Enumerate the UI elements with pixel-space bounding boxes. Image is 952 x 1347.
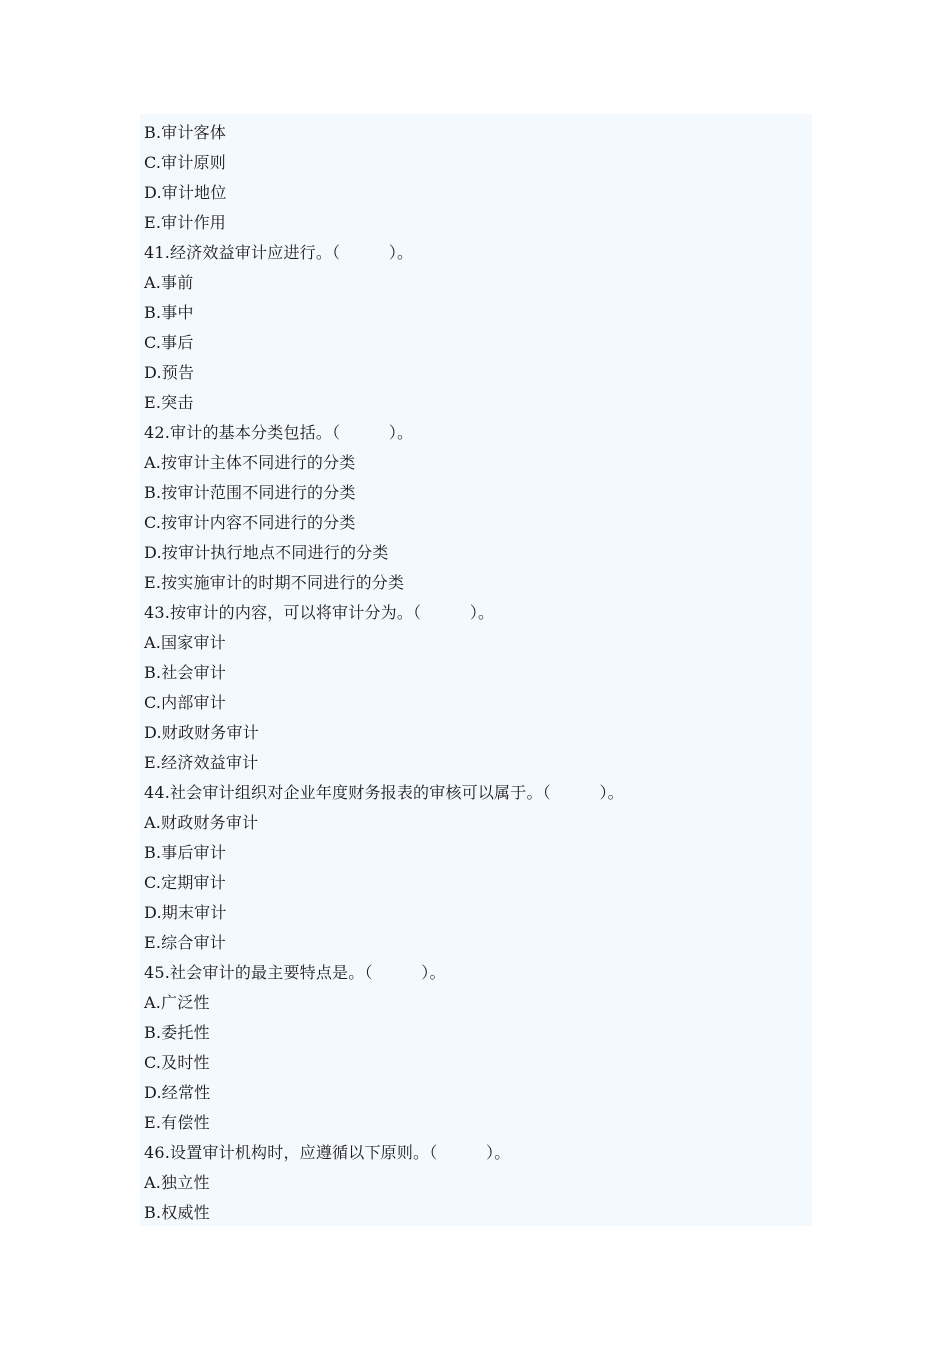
question-list [144, 118, 624, 1228]
option-line: E.突击 [144, 393, 194, 412]
option-line: A.国家审计 [144, 633, 226, 652]
option-line: E.经济效益审计 [144, 753, 259, 772]
option-line: C.审计原则 [144, 153, 226, 172]
option-line: C.内部审计 [144, 693, 226, 712]
option-line: A.财政财务审计 [144, 813, 259, 832]
option-line: B.权威性 [144, 1203, 210, 1222]
question-line: 44.社会审计组织对企业年度财务报表的审核可以属于。（ ）。 [144, 783, 624, 802]
option-line: B.审计客体 [144, 123, 227, 142]
option-line: C.定期审计 [144, 873, 226, 892]
question-line: 43.按审计的内容，可以将审计分为。（ ）。 [144, 603, 495, 622]
option-line: E.审计作用 [144, 213, 226, 232]
option-line: B.社会审计 [144, 663, 227, 682]
option-line: D.财政财务审计 [144, 723, 259, 742]
option-line: B.委托性 [144, 1023, 210, 1042]
question-line: 45.社会审计的最主要特点是。（ ）。 [144, 963, 446, 982]
option-line: D.按审计执行地点不同进行的分类 [144, 543, 389, 562]
option-line: B.按审计范围不同进行的分类 [144, 483, 356, 502]
question-line: 42.审计的基本分类包括。（ ）。 [144, 423, 414, 442]
option-line: E.综合审计 [144, 933, 226, 952]
option-line: E.按实施审计的时期不同进行的分类 [144, 573, 405, 592]
option-line: A.按审计主体不同进行的分类 [144, 453, 356, 472]
option-line: B.事中 [144, 303, 194, 322]
question-line: 46.设置审计机构时，应遵循以下原则。（ ）。 [144, 1143, 511, 1162]
option-line: D.审计地位 [144, 183, 227, 202]
option-line: E.有偿性 [144, 1113, 210, 1132]
option-line: D.期末审计 [144, 903, 227, 922]
option-line: A.事前 [144, 273, 194, 292]
option-line: D.经常性 [144, 1083, 211, 1102]
option-line: D.预告 [144, 363, 195, 382]
option-line: C.按审计内容不同进行的分类 [144, 513, 356, 532]
option-line: A.广泛性 [144, 993, 210, 1012]
option-line: A.独立性 [144, 1173, 210, 1192]
document-content [140, 114, 812, 1226]
option-line: B.事后审计 [144, 843, 227, 862]
option-line: C.及时性 [144, 1053, 210, 1072]
option-line: C.事后 [144, 333, 194, 352]
question-line: 41.经济效益审计应进行。（ ）。 [144, 243, 414, 262]
